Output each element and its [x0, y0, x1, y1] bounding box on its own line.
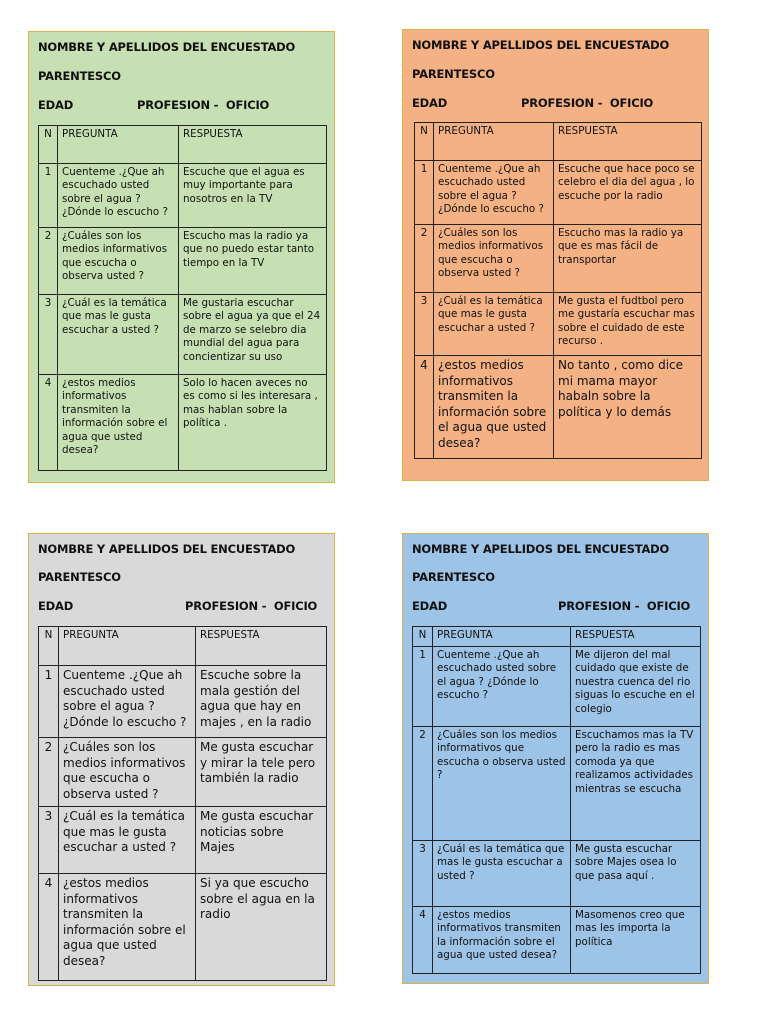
profession-label: PROFESION - OFICIO	[558, 599, 691, 613]
table-row	[413, 727, 701, 841]
row-number: 2	[39, 738, 59, 807]
question-cell: Cuenteme .¿Que ah escuchado usted sobre el agua ? ¿Dónde lo escucho ?	[434, 161, 554, 225]
row-number: 4	[413, 907, 433, 974]
table-header-row	[415, 123, 702, 161]
question-cell: ¿Cuáles son los medios informativos que escucha o observa usted ?	[433, 727, 571, 841]
row-number: 1	[413, 647, 433, 727]
respondent-name-label: NOMBRE Y APELLIDOS DEL ENCUESTADO	[38, 542, 296, 556]
survey-card-2	[402, 29, 709, 481]
column-header-n: N	[413, 627, 433, 647]
answer-cell: Escuche que el agua es muy importante para nosotros en la TV	[179, 164, 327, 228]
column-header-n: N	[39, 627, 59, 666]
row-number: 3	[413, 841, 433, 907]
table-row	[39, 228, 327, 295]
answer-cell: No tanto , como dice mi mama mayor habaln sobre la política y lo demás	[554, 356, 702, 459]
question-cell: ¿estos medios informativos transmiten la información sobre el agua que usted desea?	[433, 907, 571, 974]
column-header-question: PREGUNTA	[434, 123, 554, 161]
table-header-row	[413, 627, 701, 647]
age-label: EDAD	[412, 96, 448, 110]
row-number: 4	[39, 874, 59, 981]
column-header-question: PREGUNTA	[59, 627, 196, 666]
row-number: 4	[39, 375, 58, 471]
row-number: 1	[39, 164, 58, 228]
answer-cell: Me gusta escuchar y mirar la tele pero también la radio	[196, 738, 327, 807]
row-number: 3	[39, 295, 58, 375]
survey-table	[414, 122, 702, 459]
question-cell: ¿Cuál es la temática que mas le gusta escuchar a usted ?	[433, 841, 571, 907]
answer-cell: Me gustaria escuchar sobre el agua ya que el 24 de marzo se selebro dia mundial del agua para concientizar su uso	[179, 295, 327, 375]
profession-label: PROFESION - OFICIO	[185, 599, 318, 613]
question-cell: Cuenteme .¿Que ah escuchado usted sobre el agua ? ¿Dónde lo escucho ?	[433, 647, 571, 727]
relationship-label: PARENTESCO	[412, 67, 495, 81]
column-header-answer: RESPUESTA	[179, 126, 327, 164]
question-cell: ¿estos medios informativos transmiten la información sobre el agua que usted desea?	[59, 874, 196, 981]
question-cell: ¿Cuáles son los medios informativos que escucha o observa usted ?	[59, 738, 196, 807]
answer-cell: Solo lo hacen aveces no es como si les interesara , mas hablan sobre la política .	[179, 375, 327, 471]
column-header-answer: RESPUESTA	[554, 123, 702, 161]
row-number: 1	[415, 161, 434, 225]
survey-card-4	[402, 533, 709, 984]
row-number: 3	[39, 807, 59, 874]
answer-cell: Masomenos creo que mas les importa la política	[571, 907, 701, 974]
row-number: 3	[415, 293, 434, 356]
survey-card-3	[28, 533, 335, 986]
row-number: 1	[39, 666, 59, 738]
answer-cell: Me gusta el fudtbol pero me gustaría escuchar mas sobre el cuidado de este recurso .	[554, 293, 702, 356]
question-cell: ¿Cuál es la temática que mas le gusta escuchar a usted ?	[58, 295, 179, 375]
relationship-label: PARENTESCO	[412, 570, 495, 584]
table-row	[413, 841, 701, 907]
table-row	[39, 874, 327, 981]
row-number: 2	[413, 727, 433, 841]
table-row	[39, 738, 327, 807]
column-header-question: PREGUNTA	[58, 126, 179, 164]
table-header-row	[39, 126, 327, 164]
relationship-label: PARENTESCO	[38, 570, 121, 584]
survey-table	[38, 125, 327, 471]
answer-cell: Me dijeron del mal cuidado que existe de nuestra cuenca del rio siguas lo escuche en el colegio	[571, 647, 701, 727]
age-label: EDAD	[412, 599, 448, 613]
respondent-name-label: NOMBRE Y APELLIDOS DEL ENCUESTADO	[412, 38, 670, 52]
column-header-n: N	[415, 123, 434, 161]
answer-cell: Escuche sobre la mala gestión del agua que hay en majes , en la radio	[196, 666, 327, 738]
table-row	[39, 807, 327, 874]
row-number: 2	[415, 225, 434, 293]
answer-cell: Escuchamos mas la TV pero la radio es mas comoda ya que realizamos actividades mientras se escucha	[571, 727, 701, 841]
table-row	[39, 295, 327, 375]
answer-cell: Escuche que hace poco se celebro el dia del agua , lo escuche por la radio	[554, 161, 702, 225]
table-row	[39, 164, 327, 228]
table-row	[39, 375, 327, 471]
question-cell: ¿Cuál es la temática que mas le gusta escuchar a usted ?	[434, 293, 554, 356]
question-cell: ¿Cuáles son los medios informativos que escucha o observa usted ?	[434, 225, 554, 293]
answer-cell: Escucho mas la radio ya que es mas fácil de transportar	[554, 225, 702, 293]
question-cell: Cuenteme .¿Que ah escuchado usted sobre el agua ? ¿Dónde lo escucho ?	[58, 164, 179, 228]
question-cell: ¿Cuáles son los medios informativos que escucha o observa usted ?	[58, 228, 179, 295]
survey-card-1	[28, 31, 335, 483]
question-cell: Cuenteme .¿Que ah escuchado usted sobre el agua ? ¿Dónde lo escucho ?	[59, 666, 196, 738]
table-row	[413, 907, 701, 974]
answer-cell: Escucho mas la radio ya que no puedo estar tanto tiempo en la TV	[179, 228, 327, 295]
column-header-answer: RESPUESTA	[196, 627, 327, 666]
answer-cell: Si ya que escucho sobre el agua en la radio	[196, 874, 327, 981]
column-header-n: N	[39, 126, 58, 164]
table-header-row	[39, 627, 327, 666]
survey-table	[412, 626, 701, 974]
question-cell: ¿estos medios informativos transmiten la información sobre el agua que usted desea?	[58, 375, 179, 471]
survey-table	[38, 626, 327, 981]
relationship-label: PARENTESCO	[38, 69, 121, 83]
answer-cell: Me gusta escuchar sobre Majes osea lo que pasa aquí .	[571, 841, 701, 907]
table-row	[415, 293, 702, 356]
table-row	[413, 647, 701, 727]
respondent-name-label: NOMBRE Y APELLIDOS DEL ENCUESTADO	[412, 542, 670, 556]
respondent-name-label: NOMBRE Y APELLIDOS DEL ENCUESTADO	[38, 40, 296, 54]
table-row	[415, 161, 702, 225]
age-label: EDAD	[38, 599, 74, 613]
question-cell: ¿estos medios informativos transmiten la información sobre el agua que usted desea?	[434, 356, 554, 459]
row-number: 4	[415, 356, 434, 459]
column-header-question: PREGUNTA	[433, 627, 571, 647]
row-number: 2	[39, 228, 58, 295]
profession-label: PROFESION - OFICIO	[521, 96, 654, 110]
profession-label: PROFESION - OFICIO	[137, 98, 270, 112]
table-row	[415, 356, 702, 459]
answer-cell: Me gusta escuchar noticias sobre Majes	[196, 807, 327, 874]
age-label: EDAD	[38, 98, 74, 112]
table-row	[415, 225, 702, 293]
table-row	[39, 666, 327, 738]
column-header-answer: RESPUESTA	[571, 627, 701, 647]
question-cell: ¿Cuál es la temática que mas le gusta escuchar a usted ?	[59, 807, 196, 874]
